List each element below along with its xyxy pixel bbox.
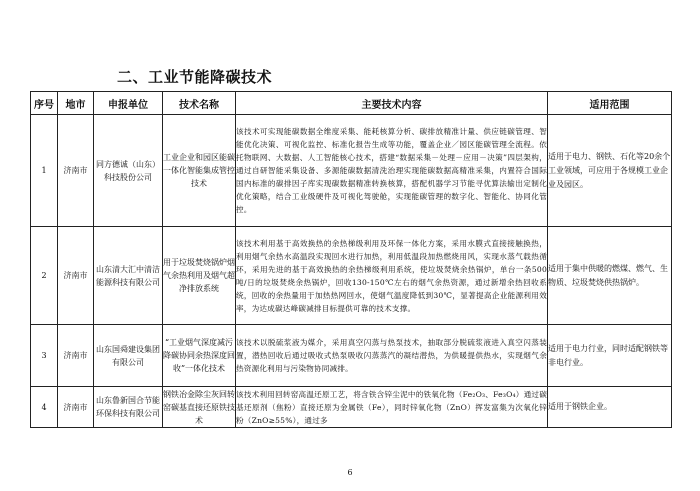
row-scope: 适用于集中供暖的燃煤、燃气、生物质、垃圾焚烧供热锅炉。 <box>548 227 672 325</box>
page-number: 6 <box>347 468 353 477</box>
row-num: 2 <box>31 227 58 325</box>
table-row <box>31 115 672 227</box>
row-num: 1 <box>31 115 58 227</box>
header-scope: 适用范围 <box>548 92 672 115</box>
table-row <box>31 325 672 387</box>
row-content: 该技术利用基于高效换热的余热梯级利用及环保一体化方案，采用水膜式直接接触换热，利用烟气余热水高温段实现回水进行加热，利用低温段加热燃烧用风，实现水蒸气载热循环，采用先进的基于高效换热的余热梯级利用系统，使垃圾焚烧余热锅炉，单台一条500吨/日的垃圾焚烧余热锅炉，回收130-150℃左右的烟气余热资源，通过新增余热回收系统，回收的余热量用于加热热网回水，使烟气温度降低到30℃，显著提高企业能源利用效率，为达成碳达峰碳减排目标提供可靠的技术支撑。 <box>236 227 548 325</box>
row-scope: 适用于电力行业，同时适配钢铁等非电行业。 <box>548 325 672 387</box>
row-content: 该技术以脱硫浆液为媒介，采用真空闪蒸与热泵技术，抽取部分脱硫浆液进入真空闪蒸装置，潜热回收后通过吸收式热泵吸收闪蒸蒸汽的凝结潜热，为供暖提供热水，实现烟气余热资源化利用与污染物协同减排。 <box>236 325 548 387</box>
header-unit: 申报单位 <box>94 92 163 115</box>
row-unit: 山东国舜建设集团有限公司 <box>94 325 163 387</box>
row-city: 济南市 <box>58 387 94 428</box>
row-num: 4 <box>31 387 58 428</box>
row-city: 济南市 <box>58 115 94 227</box>
row-city: 济南市 <box>58 325 94 387</box>
row-unit: 同方德诚（山东）科技股份公司 <box>94 115 163 227</box>
row-content: 该技术可实现能碳数据全维度采集、能耗核算分析、碳排放精准计量、供应链碳管理、智能优化决策、可视化监控、标准化报告生成等功能，覆盖企业／园区能碳管理全流程。依托物联网、大数据、人工智能核心技术，搭建“数据采集－处理－应用－决策”四层架构，通过自研智能采集设备、多源能碳数据清洗治理实现能碳数据高精准采集，内置符合国际国内标准的碳排因子库实现碳数据精准转换核算，搭配机器学习节能寻优算法输出定制化优化策略，结合工业级硬件及可视化驾驶舱，实现能碳管理的数字化、智能化、协同化管控。 <box>236 115 548 227</box>
row-num: 3 <box>31 325 58 387</box>
row-tech: “工业烟气深度减污降碳协同余热深度回收”一体化技术 <box>163 325 236 387</box>
header-tech: 技术名称 <box>163 92 236 115</box>
section-title: 二、工业节能降碳技术 <box>117 68 273 86</box>
row-tech: 工业企业和园区能碳一体化智能集成管控技术 <box>163 115 236 227</box>
technology-table <box>30 91 672 428</box>
row-unit: 山东鲁新国合节能环保科技有限公司 <box>94 387 163 428</box>
row-content: 该技术利用回转窑高温还原工艺，将含铁含锌尘泥中的铁氧化物（Fe₂O₃、Fe₃O₄）通过碳基还原剂（焦粉）直接还原为金属铁（Fe），同时锌氧化物（ZnO）挥发富集为次氧化锌粉（ZnO≥55%），通过多 <box>236 387 548 428</box>
row-tech: 用于垃圾焚烧锅炉烟气余热利用及烟气超净排放系统 <box>163 227 236 325</box>
row-scope: 适用于钢铁企业。 <box>548 387 672 428</box>
table-header-row <box>31 92 672 115</box>
row-city: 济南市 <box>58 227 94 325</box>
header-num: 序号 <box>31 92 58 115</box>
table-row <box>31 387 672 428</box>
row-tech: 钢铁冶金除尘灰回转窑碳基直接还原铁技术 <box>163 387 236 428</box>
row-scope: 适用于电力、钢铁、石化等20余个工业领域，可应用于各规模工业企业及园区。 <box>548 115 672 227</box>
row-unit: 山东清大汇中清洁能源科技有限公司 <box>94 227 163 325</box>
header-city: 地市 <box>58 92 94 115</box>
header-content: 主要技术内容 <box>236 92 548 115</box>
table-row <box>31 227 672 325</box>
